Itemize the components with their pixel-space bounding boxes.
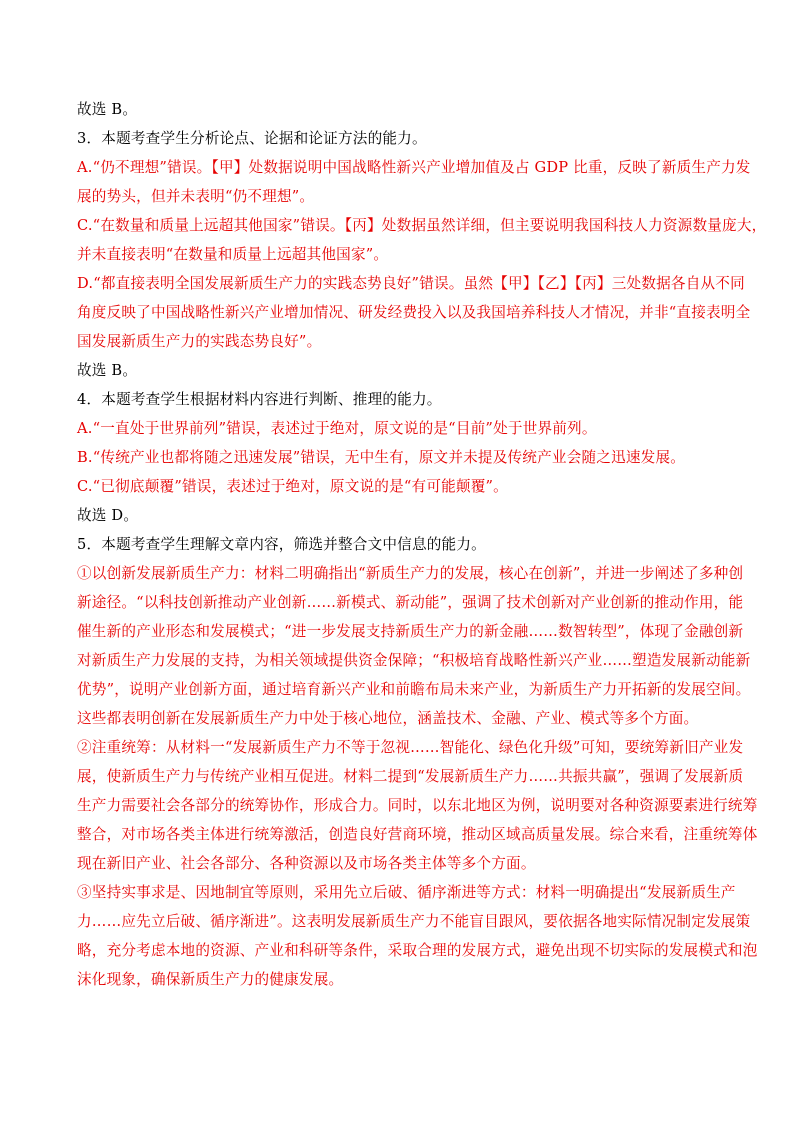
answer-text-line: 展，使新质生产力与传统产业相互促进。材料二提到“发展新质生产力……共振共赢”，强调了发展新质 xyxy=(77,768,744,785)
answer-text-line: 沫化现象，确保新质生产力的健康发展。 xyxy=(77,971,344,988)
question-text-line: 4．本题考查学生根据材料内容进行判断、推理的能力。 xyxy=(77,391,442,408)
question-text-line: 5．本题考查学生理解文章内容，筛选并整合文中信息的能力。 xyxy=(77,536,486,553)
answer-text-line: C.“已彻底颠覆”错误，表述过于绝对，原文说的是“有可能颠覆”。 xyxy=(77,478,508,495)
answer-text-line: C.“在数量和质量上远超其他国家”错误。【丙】处数据虽然详细，但主要说明我国科技人力资源数量庞大， xyxy=(77,217,767,234)
document-page xyxy=(77,95,767,994)
question-text-line: 故选 D。 xyxy=(77,507,139,524)
answer-text-line: A.“一直处于世界前列”错误，表述过于绝对，原文说的是“目前”处于世界前列。 xyxy=(77,420,597,437)
answer-text-line: 新途径。“以科技创新推动产业创新……新模式、新动能”，强调了技术创新对产业创新的推动作用，能 xyxy=(77,594,744,611)
answer-text-line: 并未直接表明“在数量和质量上远超其他国家”。 xyxy=(77,246,389,263)
answer-text-line: 展的势头，但并未表明“仍不理想”。 xyxy=(77,188,315,205)
answer-text-line: 整合，对市场各类主体进行统筹激活，创造良好营商环境，推动区域高质量发展。综合来看，注重统筹体 xyxy=(77,826,758,843)
answer-text-line: 优势”，说明产业创新方面，通过培育新兴产业和前瞻布局未来产业，为新质生产力开拓新的发展空间。 xyxy=(77,681,751,698)
answer-text-line: 国发展新质生产力的实践态势良好”。 xyxy=(77,333,322,350)
answer-text-line: 力……应先立后破、循序渐进”。这表明发展新质生产力不能盲目跟风，要依据各地实际情况制定发展策 xyxy=(77,913,751,930)
answer-text-line: 生产力需要社会各部分的统筹协作，形成合力。同时，以东北地区为例，说明要对各种资源要素进行统筹 xyxy=(77,797,758,814)
question-text-line: 故选 B。 xyxy=(77,101,138,118)
answer-text-line: ①以创新发展新质生产力：材料二明确指出“新质生产力的发展，核心在创新”，并进一步阐述了多种创 xyxy=(77,565,744,582)
answer-text-line: B.“传统产业也都将随之迅速发展”错误，无中生有，原文并未提及传统产业会随之迅速发展。 xyxy=(77,449,686,466)
answer-text-line: D.“都直接表明全国发展新质生产力的实践态势良好”错误。虽然【甲】【乙】【丙】三处数据各自从不同 xyxy=(77,275,745,292)
answer-text-line: 催生新的产业形态和发展模式；“进一步发展支持新质生产力的新金融……数智转型”，体现了金融创新 xyxy=(77,623,744,640)
answer-text-line: A.“仍不理想”错误。【甲】处数据说明中国战略性新兴产业增加值及占 GDP 比重，反映了新质生产力发 xyxy=(77,159,751,176)
answer-text-line: ②注重统筹：从材料一“发展新质生产力不等于忽视……智能化、绿色化升级”可知，要统筹新旧产业发 xyxy=(77,739,744,756)
answer-text-line: ③坚持实事求是、因地制宜等原则，采用先立后破、循序渐进等方式：材料一明确提出“发展新质生产 xyxy=(77,884,736,901)
answer-text-line: 现在新旧产业、社会各部分、各种资源以及市场各类主体等多个方面。 xyxy=(77,855,536,872)
question-text-line: 3．本题考查学生分析论点、论据和论证方法的能力。 xyxy=(77,130,427,147)
question-text-line: 故选 B。 xyxy=(77,362,138,379)
answer-text-line: 略，充分考虑本地的资源、产业和科研等条件，采取合理的发展方式，避免出现不切实际的发展模式和泡 xyxy=(77,942,758,959)
answer-text-line: 角度反映了中国战略性新兴产业增加情况、研发经费投入以及我国培养科技人才情况，并非“直接表明全 xyxy=(77,304,751,321)
answer-text-line: 这些都表明创新在发展新质生产力中处于核心地位，涵盖技术、金融、产业、模式等多个方面。 xyxy=(77,710,699,727)
answer-text-line: 对新质生产力发展的支持，为相关领域提供资金保障；“积极培育战略性新兴产业……塑造发展新动能新 xyxy=(77,652,751,669)
